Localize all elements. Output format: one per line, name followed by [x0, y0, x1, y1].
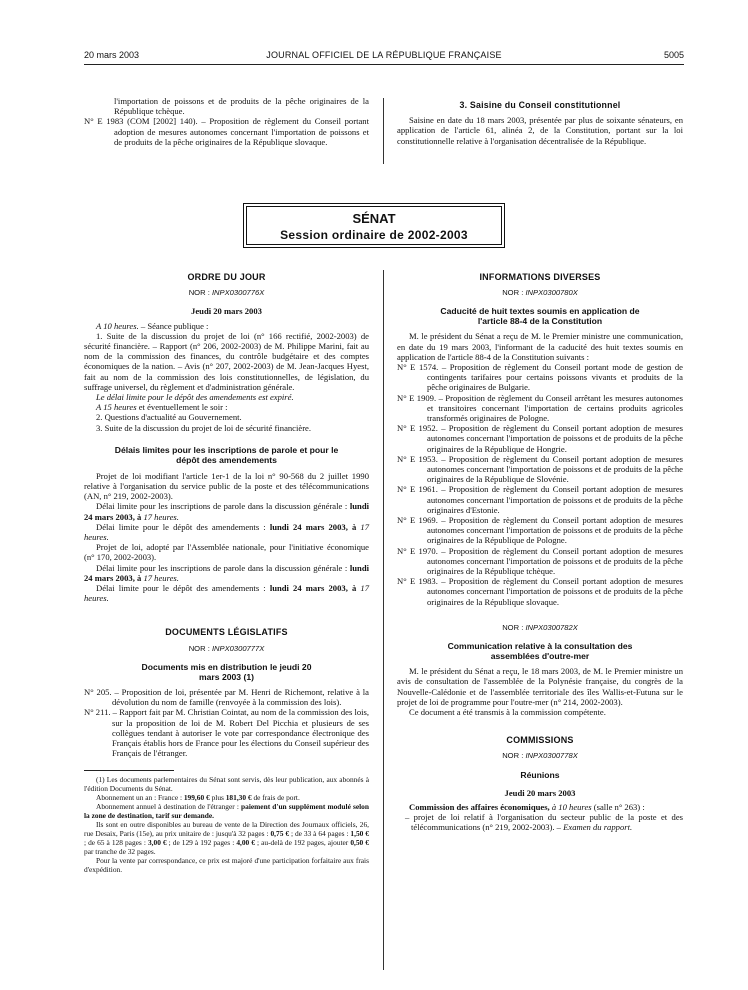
caducite-item: [397, 515, 683, 546]
time-10h: A 10 heures.: [96, 320, 139, 331]
nor-label: NOR :: [502, 622, 524, 632]
continued-text: l'importation de poissons et de produits de la pêche originaires de la République tchèque.: [114, 96, 369, 117]
projet-2: Projet de loi, adopté par l'Assemblée nationale, pour l'initiative économique (n° 170, 2002-2003).: [84, 542, 369, 563]
caducite-item: [397, 362, 683, 393]
entry-text: – Proposition de règlement du Conseil portant adoption de mesures autonomes concernant l'importation de poissons et de produits de la pêche originaires de la République de Slovénie.: [427, 453, 683, 485]
entry-text: – Proposition de règlement du Conseil portant adoption de mesures autonomes concernant l'importation de poissons et de produits de la pêche originaires de la République de Pologne.: [427, 515, 683, 546]
ordre-date: Jeudi 20 mars 2003: [191, 306, 262, 317]
outremer-transmis: Ce document a été transmis à la commission compétente.: [409, 706, 606, 717]
header-journal-title: JOURNAL OFFICIEL DE LA RÉPUBLIQUE FRANÇAISE: [266, 50, 502, 60]
nor-label: NOR :: [502, 288, 524, 298]
entry-text: – Proposition de règlement du Conseil portant mode de gestion de contingents tarifaires pour certains poissons vivants et produits de la pêche originaires de Bulgarie.: [427, 362, 683, 393]
documents-subtitle: Documents mis en distribution le jeudi 20 mars 2003 (1): [141, 661, 312, 682]
footnote-correspondance: Pour la vente par correspondance, ce prix est majoré d'une participation forfaitaire aux frais d'expédition.: [84, 856, 369, 875]
footnote-rule: [84, 770, 174, 771]
footnote-vente: Ils sont en outre disponibles au bureau de vente de la Direction des Journaux officiels, 26, rue Desaix, Paris (15e), au prix unitaire de : jusqu'à 32 pages : 0,75 € ; de 33 à 64 pages : 1,50 € ; de 65 à 128 pages : 3,00 € ; de 129 à 192 pages : 4,00 € ; au-delà de 192 pages, ajouter 0,50 € par tranche de 32 pages.: [84, 820, 369, 857]
entry-number: N° E 1953.: [397, 453, 438, 464]
caducite-item: [397, 454, 683, 485]
soir-text: et éventuellement le soir :: [136, 402, 228, 413]
delais-title: Délais limites pour les inscriptions de parole et pour le dépôt des amendements: [114, 444, 339, 465]
header-page-number: 5005: [663, 50, 684, 60]
projet-1: Projet de loi modifiant l'article 1er-1 de la loi n° 90-568 du 2 juillet 1990 relative à l'organisation du service public de la poste et des télécommunications (AN, n° 219, 2002-2003).: [84, 470, 369, 502]
entry-number: N° E 1909.: [397, 392, 437, 403]
nor-code: INPX0300782X: [525, 622, 578, 632]
saisine-title: 3. Saisine du Conseil constitutionnel: [459, 100, 621, 110]
commission-entry: Commission des affaires économiques, à 10 heures (salle n° 263) :: [409, 801, 645, 812]
entry-number: N° E 1983: [84, 116, 124, 127]
outremer-text: M. le président du Sénat a reçu, le 18 mars 2003, de M. le Premier ministre un avis de consultation de l'assemblée de la Polynésie française, du congrès de la Nouvelle-Calédonie et de l'assemblée territoriale des îles Wallis-et-Futuna sur le projet de loi de programme pour l'outre-mer (n° 214, 2002-2003).: [397, 666, 683, 707]
documents-title: DOCUMENTS LÉGISLATIFS: [165, 627, 288, 638]
reunions-title: Réunions: [520, 769, 560, 780]
doc-text: – Rapport fait par M. Christian Cointat, au nom de la commission des lois, sur la proposition de loi de M. Robert Del Picchia et plusieurs de ses collègues tendant à autoriser le vote par correspondance électronique des Français établis hors de France pour les élections du Conseil supérieur des Français de l'étranger.: [110, 707, 370, 759]
footnote-1: (1) Les documents parlementaires du Sénat sont servis, dès leur publication, aux abonnés à l'édition Documents du Sénat.: [84, 775, 369, 794]
entry-text: – Proposition de règlement du Conseil portant adoption de mesures autonomes concernant l'importation de poissons et de produits de la pêche originaires de la République tchèque.: [427, 545, 683, 577]
entry-number: N° E 1969.: [397, 515, 438, 526]
caducite-item: [397, 393, 683, 424]
caducite-intro: M. le président du Sénat a reçu de M. le Premier ministre une communication, en date du 19 mars 2003, l'informant de la caducité des huit textes soumis en application de l'article 88-4 de la Constitution suivants :: [397, 331, 683, 362]
informations-title: INFORMATIONS DIVERSES: [479, 272, 601, 282]
agenda-item-3: 3. Suite de la discussion du projet de loi de sécurité financière.: [96, 422, 312, 433]
nor-label: NOR :: [188, 643, 210, 653]
entry-text: – Proposition de règlement du Conseil portant adoption de mesures autonomes concernant l'importation de poissons et de produits de la pêche originaires de la République de Hongrie.: [427, 423, 683, 454]
entry-number: N° E 1961.: [397, 484, 438, 495]
header-date: 20 mars 2003: [84, 50, 140, 60]
nor-label: NOR :: [502, 751, 524, 761]
column-divider-main: [383, 270, 384, 970]
caducite-item: [397, 576, 683, 607]
footnote-abonnement: Abonnement un an : France : 199,60 € plus 181,30 € de frais de port.: [96, 793, 300, 803]
entry-text: – Proposition de règlement du Conseil portant adoption de mesures autonomes concernant l'importation de poissons et de produits de la pêche originaires de la République slovaque.: [427, 576, 683, 607]
column-divider-top: [383, 98, 384, 164]
caducite-item: [397, 423, 683, 454]
commission-date: Jeudi 20 mars 2003: [504, 787, 576, 798]
right-main-column: [397, 272, 683, 832]
footnote: [84, 770, 369, 874]
top-left-column: [84, 96, 369, 147]
time-15h: A 15 heures: [96, 402, 137, 413]
commissions-title: COMMISSIONS: [506, 735, 574, 746]
senat-title: SÉNAT: [352, 211, 396, 226]
footnote-etranger: Abonnement annuel à destination de l'étranger : paiement d'un supplément modulé selon la zone de destination, tarif sur demande.: [84, 802, 369, 821]
caducite-subtitle: Caducité de huit textes soumis en application de l'article 88-4 de la Constitution: [440, 306, 640, 327]
nor-code: INPX0300777X: [211, 643, 265, 653]
delai-3: Délai limite pour les inscriptions de parole dans la discussion générale : lundi 24 mars 2003, à 17 heures.: [84, 562, 369, 583]
delai-4: Délai limite pour le dépôt des amendements : lundi 24 mars 2003, à 17 heures.: [84, 583, 369, 604]
entry-number: N° E 1574.: [397, 362, 439, 373]
nor-code: INPX0300780X: [525, 288, 578, 298]
header-rule: [84, 64, 684, 65]
entry-number: N° E 1983.: [397, 576, 438, 587]
caducite-list: [397, 362, 683, 607]
session-title: Session ordinaire de 2002-2003: [280, 228, 468, 242]
senat-title-box: [243, 203, 505, 248]
outremer-subtitle: Communication relative à la consultation des assemblées d'outre-mer: [447, 641, 633, 662]
delai-2: Délai limite pour le dépôt des amendements : lundi 24 mars 2003, à 17 heures.: [84, 521, 369, 543]
entry-number: N° E 1970.: [397, 545, 438, 556]
entry-text: – Proposition de règlement du Conseil portant adoption de mesures autonomes concernant l'importation de poissons et de produits de la pêche originaires d'Estonie.: [427, 484, 683, 515]
delai-1: Délai limite pour les inscriptions de parole dans la discussion générale : lundi 24 mars 2003, à 17 heures.: [84, 501, 369, 522]
doc-number: N° 211.: [84, 707, 111, 718]
entry-text: – Proposition de règlement du Conseil arrêtant les mesures autonomes et transitoires concernant l'importation de certains produits agricoles transformés originaires de Pologne.: [427, 392, 683, 424]
commission-item: – projet de loi relatif à l'organisation du secteur public de la poste et des télécommunications (n° 219, 2002-2003). – Examen du rapport.: [405, 811, 683, 833]
saisine-text: Saisine en date du 18 mars 2003, présentée par plus de soixante sénateurs, en application de l'article 61, alinéa 2, de la Constitution, portant sur la loi constitutionnelle relative à l'organisation décentralisée de la République.: [397, 115, 683, 146]
nor-code: INPX0300778X: [525, 751, 578, 761]
entry-number: N° E 1952.: [397, 423, 438, 434]
left-main-column: [84, 272, 369, 874]
nor-code: INPX0300776X: [211, 288, 265, 298]
top-right-column: [397, 100, 683, 146]
caducite-item: [397, 484, 683, 515]
seance-publique: – Séance publique :: [138, 320, 209, 331]
delai-expire: Le délai limite pour le dépôt des amendements est expiré.: [96, 392, 294, 403]
entry-text: (COM [2002] 140). – Proposition de règlement du Conseil portant adoption de mesures autonomes concernant l'importation de poissons et de produits de la pêche originaires de la République slovaque.: [114, 116, 369, 147]
agenda-item-2: 2. Questions d'actualité au Gouvernement.: [96, 412, 242, 423]
nor-label: NOR :: [188, 288, 210, 298]
agenda-item-1: 1. Suite de la discussion du projet de loi (n° 166 rectifié, 2002-2003) de sécurité financière. – Rapport (n° 206, 2002-2003) de M. Philippe Marini, fait au nom de la commission des finances, du contrôle budgétaire et des comptes économiques de la nation. – Avis (n° 207, 2002-2003) de M. Jean-Jacques Hyest, fait au nom de la commission des lois constitutionnelles, de législation, du suffrage universel, du règlement et d'administration générale.: [84, 330, 369, 392]
doc-text: – Proposition de loi, présentée par M. Henri de Richemont, relative à la dévolution du nom de famille (renvoyée à la commission des lois).: [111, 686, 369, 708]
caducite-item: [397, 546, 683, 577]
doc-number: N° 205.: [84, 686, 112, 697]
ordre-du-jour-title: ORDRE DU JOUR: [187, 272, 266, 282]
